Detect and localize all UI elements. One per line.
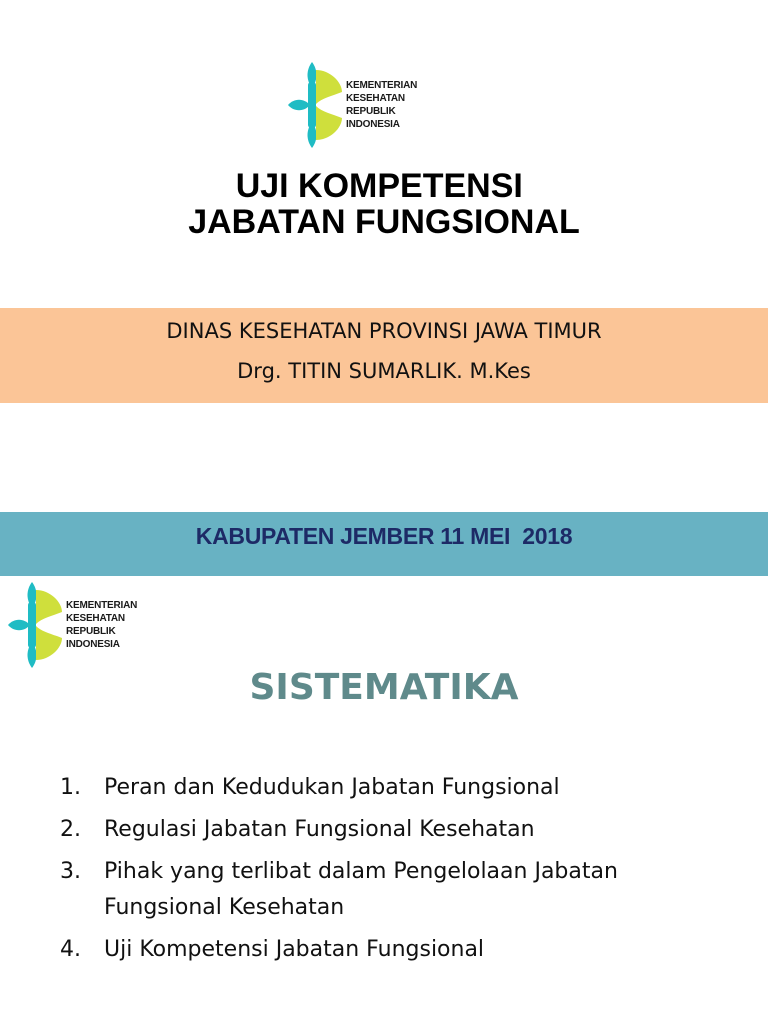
list-item xyxy=(60,854,720,926)
logo-text xyxy=(346,79,417,131)
institution-text: DINAS KESEHATAN PROVINSI JAWA TIMUR xyxy=(166,319,602,343)
logo-line: REPUBLIK xyxy=(346,106,396,117)
logo-line: INDONESIA xyxy=(66,639,120,650)
list-number: 2. xyxy=(60,817,81,842)
logo-line: INDONESIA xyxy=(346,119,400,130)
kemenkes-logo xyxy=(6,580,137,670)
agenda-list xyxy=(60,770,720,974)
logo-line: REPUBLIK xyxy=(66,626,116,637)
kemenkes-logo xyxy=(286,60,417,150)
slide-heading: SISTEMATIKA xyxy=(249,667,519,708)
logo-line: KESEHATAN xyxy=(66,613,125,624)
title-line-1: UJI KOMPETENSI xyxy=(235,167,533,205)
footer-band xyxy=(0,512,768,576)
logo-line: KEMENTERIAN xyxy=(346,80,418,91)
list-number: 3. xyxy=(60,859,81,884)
list-text: Peran dan Kedudukan Jabatan Fungsional xyxy=(104,775,560,800)
logo-line: KESEHATAN xyxy=(346,93,405,104)
list-item xyxy=(60,932,720,968)
kemenkes-emblem-icon xyxy=(286,60,344,150)
kemenkes-emblem-icon xyxy=(6,580,64,670)
title-line-2: JABATAN FUNGSIONAL xyxy=(188,203,580,241)
location-date-text: KABUPATEN JEMBER 11 MEI 2018 xyxy=(195,523,573,549)
presenter-name: Drg. TITIN SUMARLIK. M.Kes xyxy=(237,359,531,383)
list-item xyxy=(60,812,720,848)
logo-text xyxy=(66,599,137,651)
list-number: 4. xyxy=(60,937,81,962)
logo-line: KEMENTERIAN xyxy=(66,600,138,611)
list-text: Regulasi Jabatan Fungsional Kesehatan xyxy=(104,817,535,842)
presenter-band xyxy=(0,308,768,403)
list-text: Uji Kompetensi Jabatan Fungsional xyxy=(104,937,485,962)
list-number: 1. xyxy=(60,775,81,800)
list-text: Pihak yang terlibat dalam Pengelolaan Jabatan Fungsional Kesehatan xyxy=(104,859,618,920)
slide-title xyxy=(0,168,768,240)
list-item xyxy=(60,770,720,806)
